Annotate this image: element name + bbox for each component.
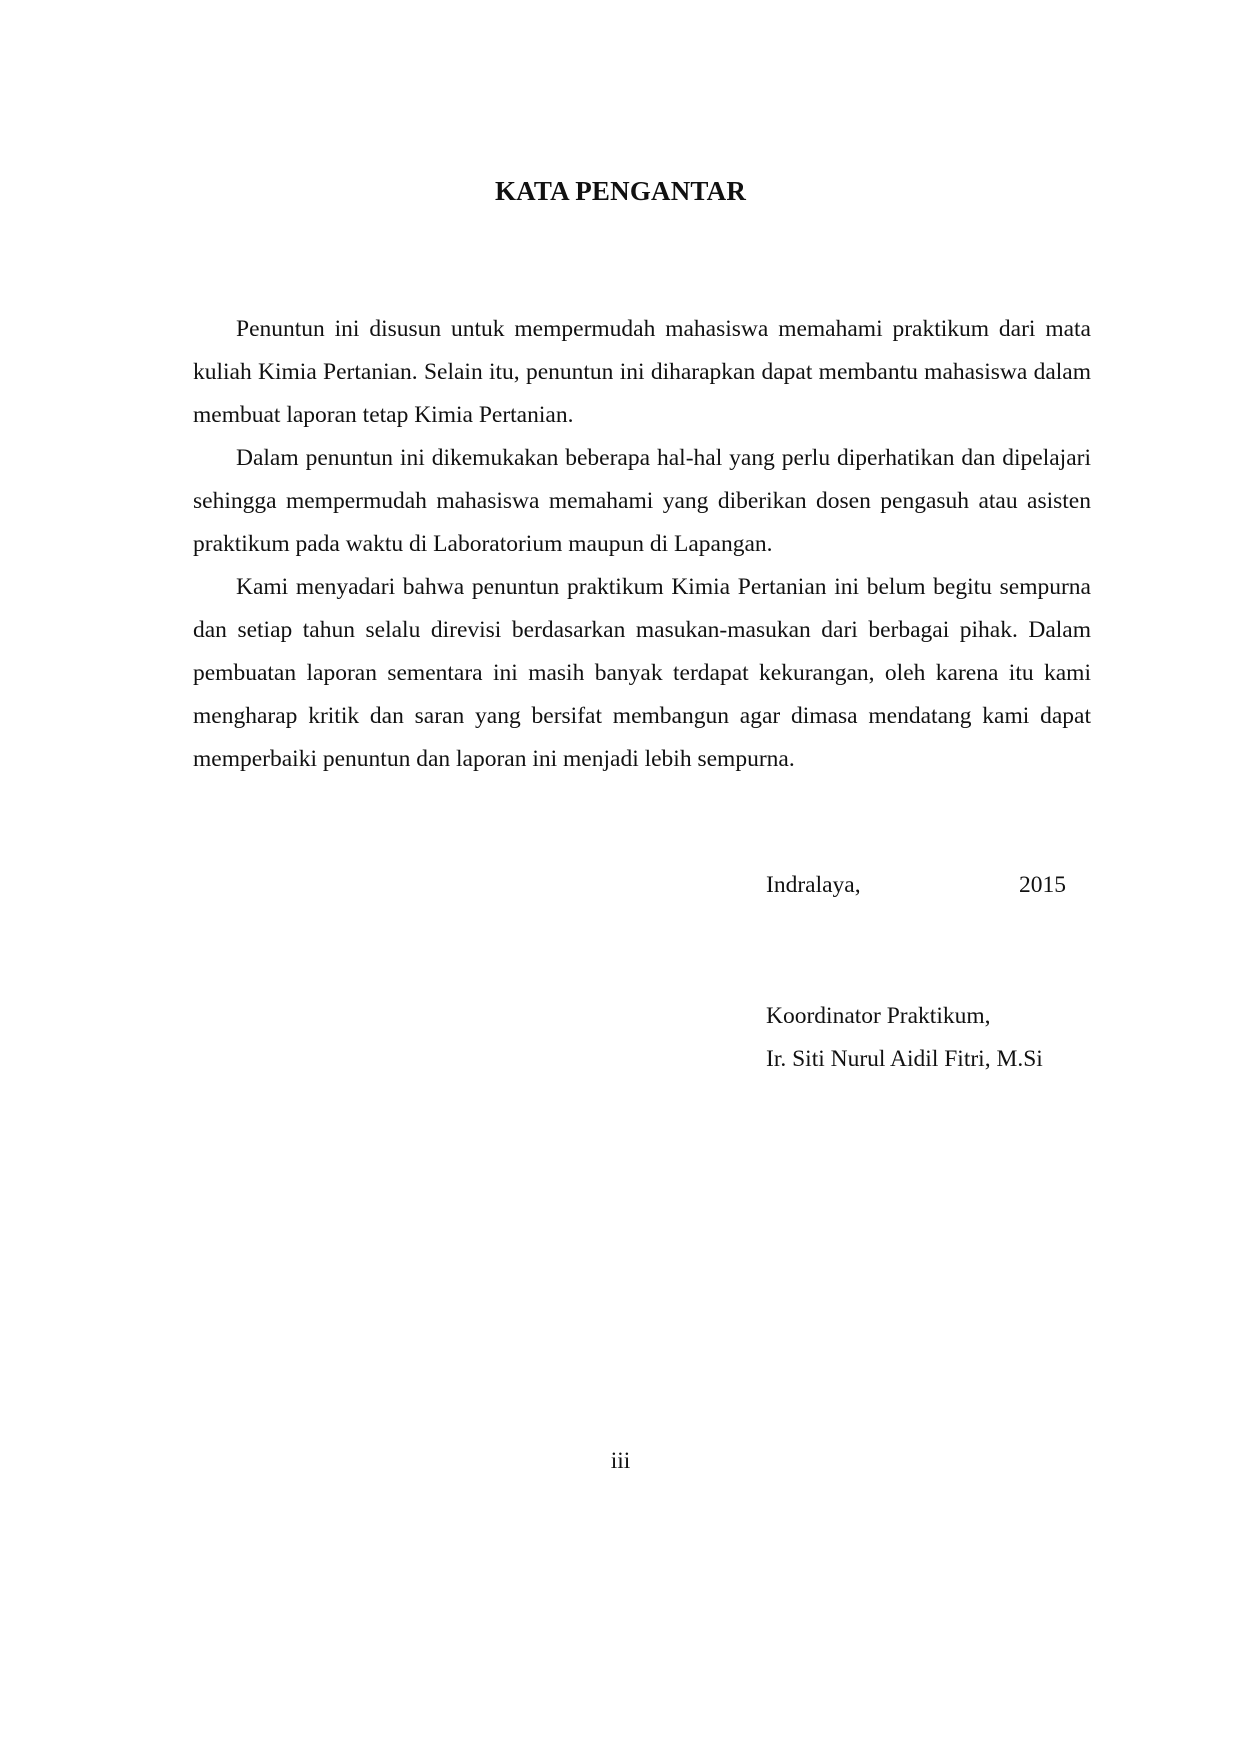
paragraph-3: Kami menyadari bahwa penuntun praktikum Kimia Pertanian ini belum begitu sempurna dan setiap tahun selalu direvisi berdasarkan masukan-masukan dari berbagai pihak. Dalam pembuatan laporan sementara ini masih banyak terdapat kekurangan, oleh karena itu kami mengharap kritik dan saran yang bersifat membangun agar dimasa mendatang kami dapat memperbaiki penuntun dan laporan ini menjadi lebih sempurna.: [193, 574, 1091, 772]
paragraph-2: Dalam penuntun ini dikemukakan beberapa hal-hal yang perlu diperhatikan dan dipelajari sehingga mempermudah mahasiswa memahami yang diberikan dosen pengasuh atau asisten praktikum pada waktu di Laboratorium maupun di Lapangan.: [193, 445, 1091, 557]
signature-block: [766, 995, 1096, 1081]
paragraph-1: Penuntun ini disusun untuk mempermudah mahasiswa memahami praktikum dari mata kuliah Kimia Pertanian. Selain itu, penuntun ini diharapkan dapat membantu mahasiswa dalam membuat laporan tetap Kimia Pertanian.: [193, 316, 1091, 428]
place-date: [766, 864, 1066, 907]
signature-year: 2015: [1019, 872, 1066, 898]
signature-role: Koordinator Praktikum,: [766, 1003, 991, 1029]
signature-place: Indralaya,: [766, 872, 861, 898]
page-number: iii: [610, 1448, 631, 1474]
page-title: KATA PENGANTAR: [494, 176, 747, 206]
signature-name: Ir. Siti Nurul Aidil Fitri, M.Si: [766, 1046, 1043, 1072]
body-text: [193, 308, 1091, 781]
